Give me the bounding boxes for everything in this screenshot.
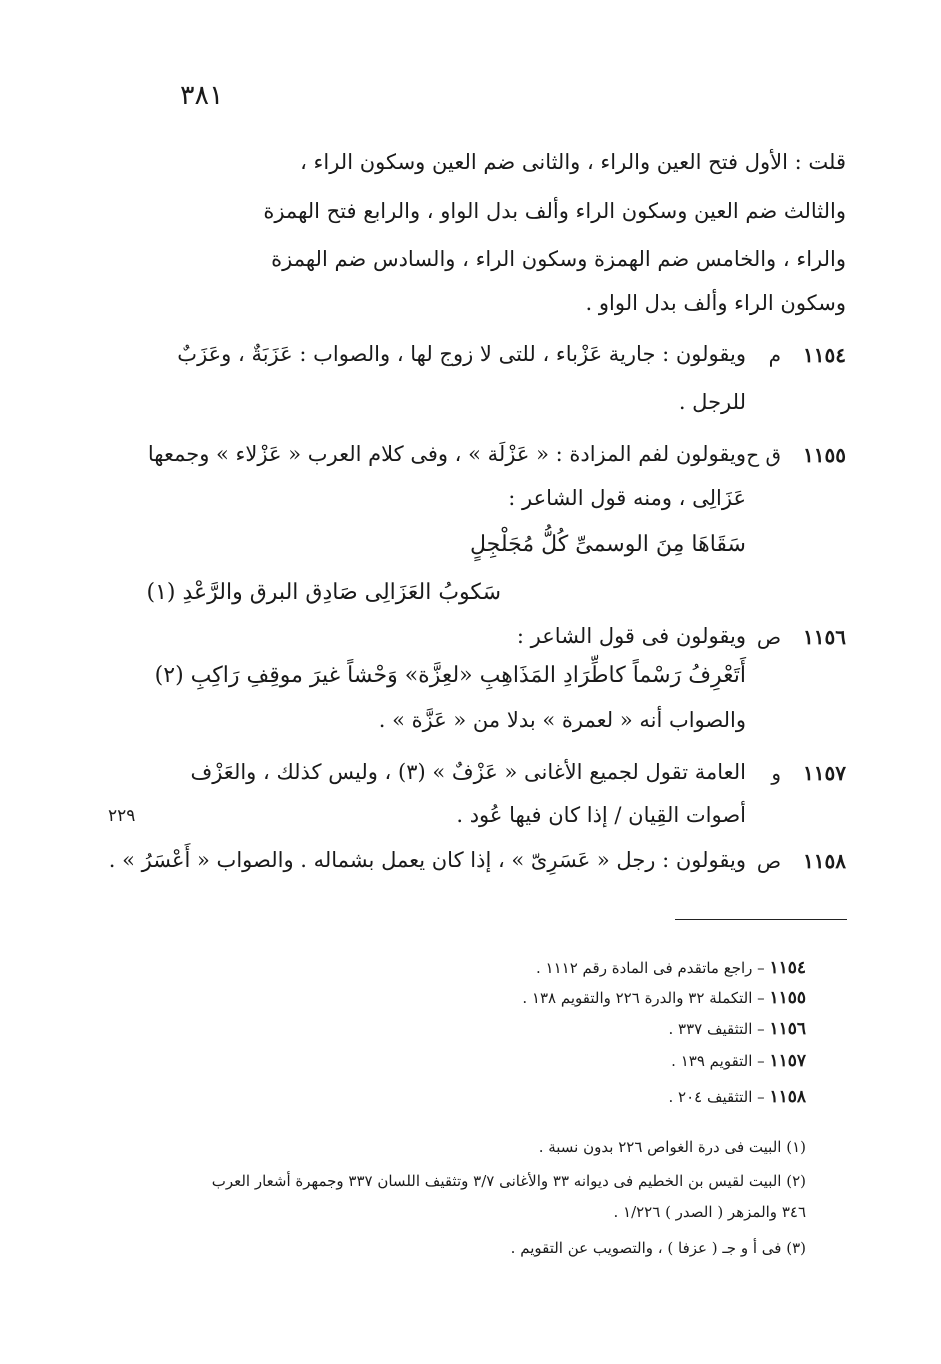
entry-line: عَزَالِى ، ومنه قول الشاعر : [508,486,746,510]
margin-page-reference: ٢٢٩ [108,806,136,826]
reference-text: – التقويم ١٣٩ . [671,1052,765,1070]
verse-line: أَتَعْرِفُ رَسْماً كاطِّرَادِ المَذَاهِبِ «لعِزَّة» وَحْشاً غيرَ موقِفِ رَاكِبِ (٢) [154,663,746,688]
entry-number: ١١٥٤ [803,343,846,367]
footnote-divider [675,919,847,920]
entry-line: ويقولون فى قول الشاعر : [516,624,746,648]
reference-text: – التكملة ٣٢ والدرة ٢٢٦ والتقويم ١٣٨ . [522,989,765,1007]
reference-line [671,1051,806,1071]
footnote: (١) البيت فى درة الغواص ٢٢٦ بدون نسبة . [538,1138,806,1156]
intro-line: قلت : الأول فتح العين والراء ، والثانى ضم العين وسكون الراء ، [300,150,846,174]
entry-source: و [771,761,781,785]
entry-source: ص [756,625,781,649]
footnote: (٢) البيت لقيس بن الخطيم فى ديوانه ٣٣ والأغانى ٣/٧ وتثقيف اللسان ٣٣٧ وجمهرة أشعار العرب [211,1172,806,1190]
reference-number: ١١٥٨ [769,1087,806,1107]
reference-number: ١١٥٦ [769,1019,806,1039]
intro-line: والراء ، والخامس ضم الهمزة وسكون الراء ، والسادس ضم الهمزة [271,247,846,271]
footnote-continuation: ٣٤٦ والمزهر ( الصدر ) ١/٢٢٦ . [613,1203,806,1221]
entry-source: ص [756,849,781,873]
reference-number: ١١٥٧ [769,1051,806,1071]
entry-number: ١١٥٥ [803,443,846,467]
entry-line: والصواب أنه « لعمرة » بدلا من « عَزَّة » . [378,708,746,732]
reference-line [536,958,806,978]
entry-number: ١١٥٦ [803,625,846,649]
reference-text: – التثقيف ٢٠٤ . [668,1088,765,1106]
entry-source: ق ح [746,443,781,467]
entry-line: للرجل . [678,390,746,414]
entry-number: ١١٥٨ [803,849,846,873]
entry-line: أصوات القِيان / إذا كان فيها عُود . [456,803,746,827]
entry-number: ١١٥٧ [803,761,846,785]
intro-line: وسكون الراء وألف بدل الواو . [585,291,846,315]
entry-line: العامة تقول لجميع الأغانى « عَزْفٌ » (٣) ، وليس كذلك ، والعَزْف [190,760,746,784]
entry-source: م [768,343,781,367]
reference-text: – راجع ماتقدم فى المادة رقم ١١١٢ . [536,959,765,977]
reference-text: – التثقيف ٣٣٧ . [668,1020,765,1038]
reference-line [669,1087,807,1107]
entry-line: ويقولون لفم المزادة : « عَزْلَة » ، وفى كلام العرب « عَزْلاء » وجمعها [147,442,746,466]
verse-line: سَكوبُ العَزَالِى صَادِق البرق والرَّعْدِ (١) [146,580,501,605]
intro-line: والثالث ضم العين وسكون الراء وألف بدل الواو ، والرابع فتح الهمزة [263,199,846,223]
footnote: (٣) فى أ و جـ ( عزفا ) ، والتصويب عن التقويم . [510,1239,806,1257]
reference-line [522,988,806,1008]
reference-number: ١١٥٤ [769,958,806,978]
reference-line [669,1019,807,1039]
page-number: ٣٨١ [180,80,224,111]
entry-line: ويقولون : جارية عَزْباء ، للتى لا زوج لها ، والصواب : عَزَبَةٌ ، وعَزَبٌ [177,342,746,366]
verse-line: سَقَاهَا مِنَ الوسمىِّ كُلُّ مُجَلْجِلٍ [469,532,746,557]
entry-line: ويقولون : رجل « عَسَرِىّ » ، إذا كان يعمل بشماله . والصواب « أَعْسَرُ » . [108,848,746,872]
reference-number: ١١٥٥ [769,988,806,1008]
